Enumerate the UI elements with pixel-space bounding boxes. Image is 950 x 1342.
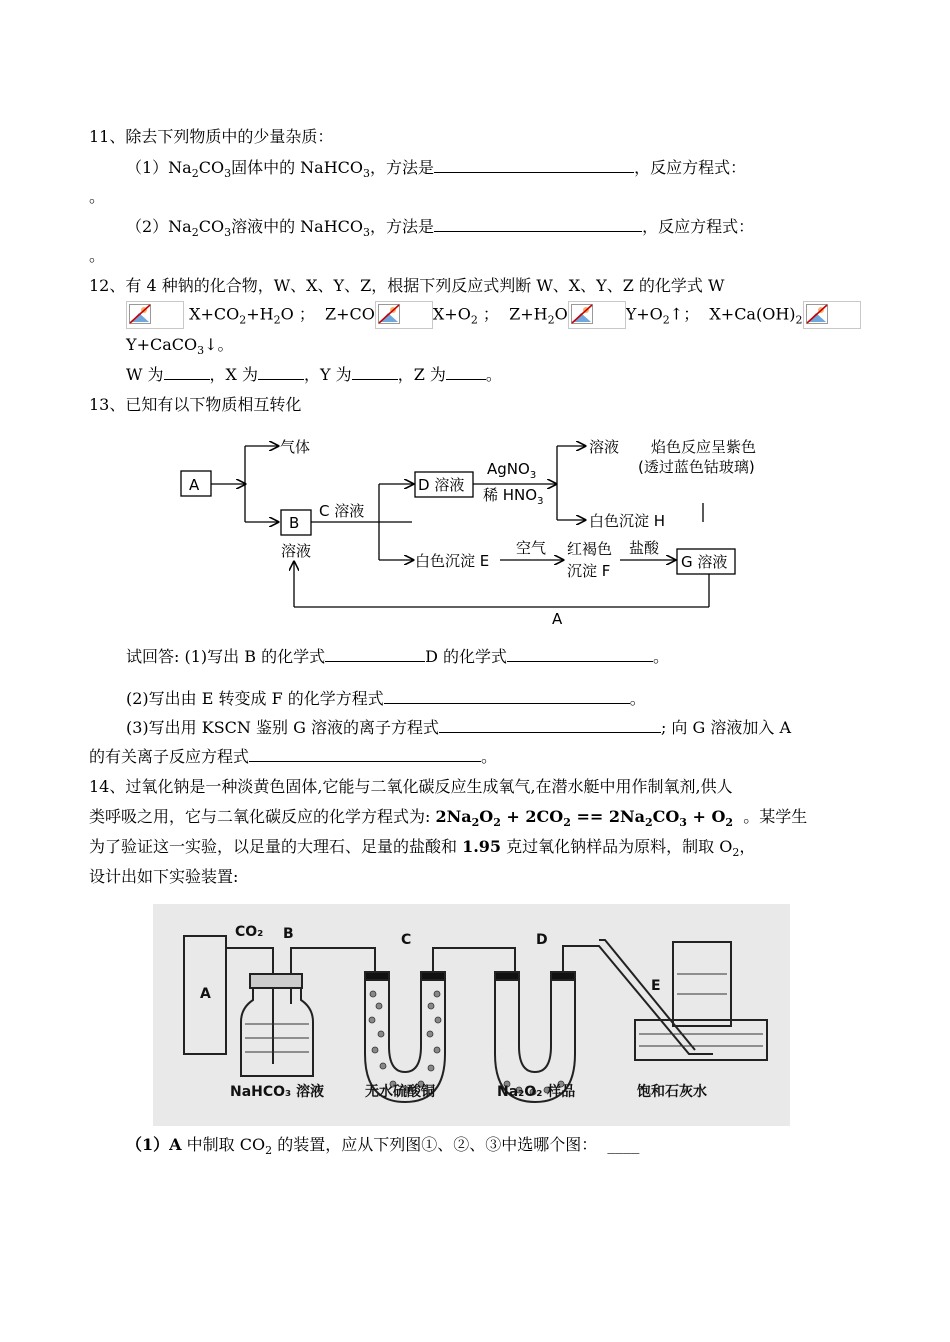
apparatus-label-a: A (200, 986, 211, 1002)
q13-blank-b[interactable] (325, 646, 425, 662)
q14-line3: 为了验证这一实验，以足量的大理石、足量的盐酸和 1.95 克过氧化钠样品为原料，制取 $O_2$， (89, 837, 756, 860)
apparatus-b-bottle (241, 988, 313, 1076)
q13-line2: (2)写出由 E 转变成 F 的化学方程式 。 (126, 689, 646, 708)
apparatus-label-d: D (536, 932, 548, 948)
q11-part1: $(1)Na_2CO_3$固体中的 NaHCO$_3$，方法是 ，反应方程式： (126, 158, 747, 181)
label-solution: 溶液 (589, 438, 620, 456)
q13-blank-kscn[interactable] (439, 717, 661, 733)
apparatus-label-limewater: 饱和石灰水 (637, 1084, 707, 1100)
apparatus-label-na2o2: Na₂O₂ 样品 (497, 1084, 576, 1100)
q14-line4: 设计出如下实验装置: (89, 867, 239, 886)
label-c-solution: C 溶液 (319, 502, 365, 520)
q13-title: 13、已知有以下物质相互转化 (89, 395, 302, 414)
experiment-apparatus-figure (153, 904, 790, 1126)
label-b: B (289, 514, 300, 532)
apparatus-label-e: E (651, 978, 661, 994)
q12-answers: W 为 ，X 为 ，Y 为 ，Z 为 。 (126, 365, 502, 384)
label-agno3: AgNO$_3$ (487, 460, 537, 481)
q13-blank-ionic[interactable] (249, 746, 481, 762)
q12-reaction-5: Y+CaCO$_3$↓。 (126, 335, 234, 358)
label-air: 空气 (516, 539, 547, 557)
label-flame-test: 焰色反应呈紫色 (651, 438, 757, 456)
label-a-back: A (552, 610, 563, 628)
q13-conversion-diagram (0, 0, 950, 640)
q14-line1: 14、过氧化钠是一种淡黄色固体,它能与二氧化碳反应生成氧气,在潜水艇中用作制氧剂,供人 (89, 777, 733, 796)
label-ppt-f: 沉淀 F (567, 562, 611, 580)
q12-title: 12、有 4 种钠的化合物，W、X、Y、Z，根据下列反应式判断 W、X、Y、Z 的化学式 W (89, 276, 725, 295)
q13-blank-ef[interactable] (384, 688, 630, 704)
apparatus-label-b: B (283, 926, 294, 942)
q13-line4: 的有关离子反应方程式 。 (89, 747, 498, 766)
q14-line2: 类呼吸之用，它与二氧化碳反应的化学方程式为: $2Na_2O_2 + 2CO_2 == 2Na_2CO_3 + O_2$ 。某学生 (89, 807, 808, 830)
label-gas: 气体 (280, 438, 311, 456)
q13-line3: (3)写出用 KSCN 鉴别 G 溶液的离子方程式 ; 向 G 溶液加入 A (126, 718, 792, 737)
q11-title: 11、除去下列物质中的少量杂质： (89, 127, 334, 146)
label-hno3: 稀 $HNO_3$ (483, 486, 544, 507)
label-a: A (189, 476, 200, 494)
q13-blank-d[interactable] (507, 646, 653, 662)
apparatus-label-co2: CO₂ (235, 924, 264, 940)
q14-equation: $2Na_2O_2 + 2CO_2 == 2Na_2CO_3 + O_2$ (435, 807, 734, 830)
q11-part2: $(2)Na_2CO_3$溶液中的 NaHCO$_3$，方法是 ，反应方程式： (126, 217, 755, 240)
q14-answer-blank[interactable]: ____ (607, 1135, 640, 1154)
apparatus-label-c: C (401, 932, 412, 948)
label-white-ppt-e: 白色沉淀 E (415, 552, 490, 570)
q11-part2-end: 。 (89, 246, 106, 265)
label-b-solution: 溶液 (281, 542, 312, 560)
label-d-solution: D 溶液 (418, 476, 465, 494)
apparatus-e-cylinder (673, 942, 731, 1026)
q13-line1: 试回答: (1)写出 B 的化学式 D 的化学式 。 (126, 647, 670, 666)
q14-subquestion-1: （1）A 中制取 $CO_2$ 的装置，应从下列图①、②、③中选哪个图： ____ (126, 1135, 640, 1158)
label-cobalt-glass: (透过蓝色钴玻璃) (638, 458, 755, 476)
label-white-ppt-h: 白色沉淀 H (589, 512, 666, 530)
apparatus-label-cuso4: 无水硫酸铜 (365, 1084, 435, 1100)
label-red-brown: 红褐色 (567, 540, 613, 558)
label-hcl: 盐酸 (629, 539, 660, 557)
q11-part1-end: 。 (89, 187, 106, 206)
apparatus-label-nahco3: NaHCO₃ 溶液 (230, 1084, 325, 1100)
label-g-solution: G 溶液 (681, 553, 728, 571)
q12-reactions: $X+CO_2+H_2O$ ； Z+CO $X+O_2$ ； $Z+H_2O$ $Y+O_2↑$； $X+Ca(OH)_2$ (126, 301, 861, 332)
